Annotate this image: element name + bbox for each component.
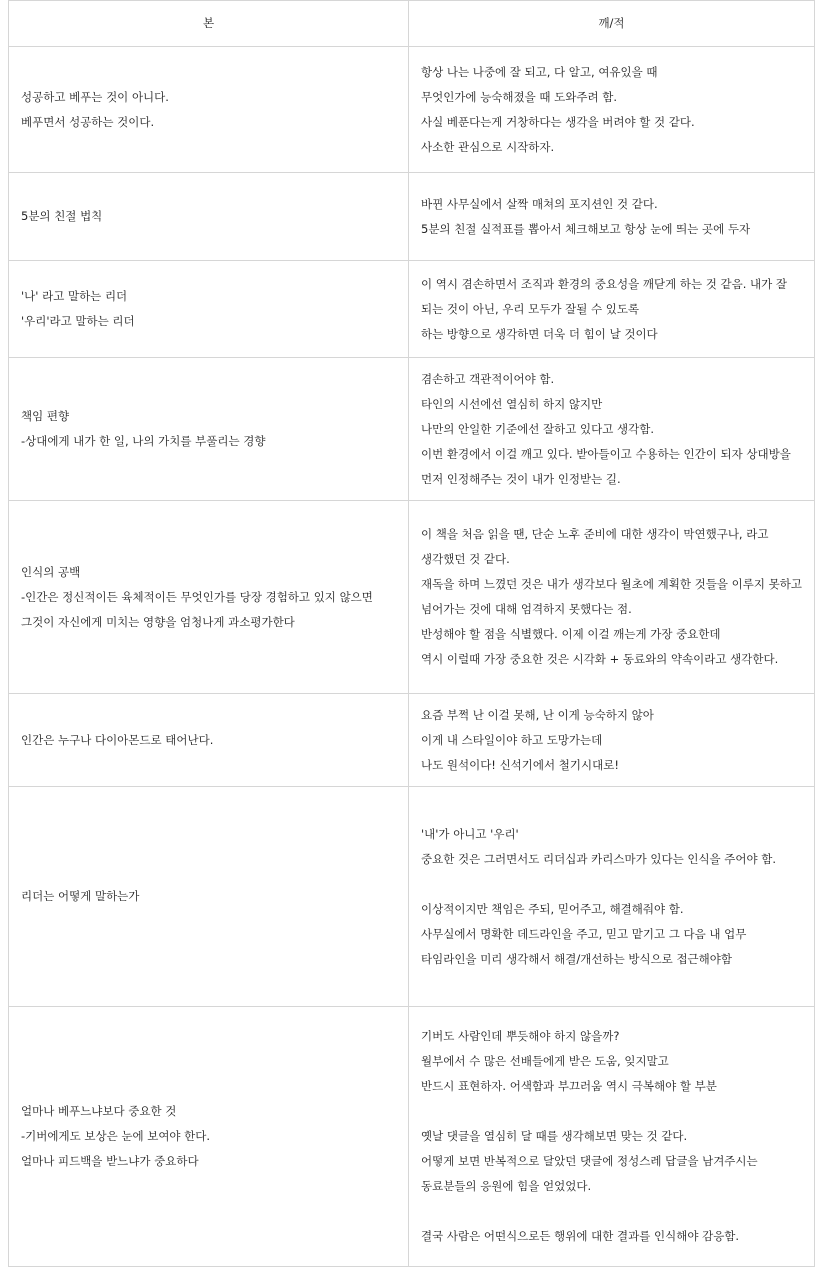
source-text: 5분의 친절 법칙	[21, 209, 103, 223]
reflection-text: 이 책을 처음 읽을 땐, 단순 노후 준비에 대한 생각이 막연했구나, 라고 생각했던 것 같다. 재독을 하며 느꼈던 것은 내가 생각보다 월초에 계획한 것들을 이루지 못하고 넘어가는 것에 대해 엄격하지 못했다는 점. 반성해야 할 점을 식별했다. 이제 이걸 깨는게 가장 중요한데 역시 이럴때 가장 중요한 것은 시각화 + 동료와의 약속이라고 생각한다.	[421, 527, 802, 666]
table-row	[9, 501, 815, 694]
source-cell	[9, 358, 409, 501]
column-header-source: 본	[9, 1, 409, 47]
reflection-cell	[409, 501, 815, 694]
table-row	[9, 47, 815, 173]
reflection-text: 바뀐 사무실에서 살짝 매쳐의 포지션인 것 같다. 5분의 친절 실적표를 뽑아서 체크해보고 항상 눈에 띄는 곳에 두자	[421, 196, 751, 236]
source-cell	[9, 47, 409, 173]
source-cell	[9, 261, 409, 358]
reflection-text: 이 역시 겸손하면서 조직과 환경의 중요성을 깨닫게 하는 것 같음. 내가 잘 되는 것이 아닌, 우리 모두가 잘될 수 있도록 하는 방향으로 생각하면 더욱 더 힘이 날 것이다	[421, 276, 788, 341]
source-cell	[9, 694, 409, 787]
reflection-cell	[409, 1007, 815, 1267]
table-row	[9, 261, 815, 358]
source-text: 인식의 공백 -인간은 정신적이든 육체적이든 무엇인가를 당장 경험하고 있지 않으면 그것이 자신에게 미치는 영향을 엄청나게 과소평가한다	[21, 564, 373, 629]
source-cell	[9, 173, 409, 261]
source-text: 책임 편향 -상대에게 내가 한 일, 나의 가치를 부풀리는 경향	[21, 409, 266, 448]
reflection-cell	[409, 173, 815, 261]
reflection-cell	[409, 47, 815, 173]
table-row	[9, 173, 815, 261]
source-text: 성공하고 베푸는 것이 아니다. 베푸면서 성공하는 것이다.	[21, 89, 169, 129]
source-text: '나' 라고 말하는 리더 '우리'라고 말하는 리더	[21, 289, 135, 328]
column-header-reflection: 깨/적	[409, 1, 815, 47]
source-cell	[9, 1007, 409, 1267]
reflection-cell	[409, 261, 815, 358]
table-row	[9, 694, 815, 787]
table-row	[9, 358, 815, 501]
reflection-cell	[409, 358, 815, 501]
reflection-cell	[409, 694, 815, 787]
source-text: 얼마나 베푸느냐보다 중요한 것 -기버에게도 보상은 눈에 보여야 한다. 얼마나 피드백을 받느냐가 중요하다	[21, 1104, 211, 1168]
reflection-cell	[409, 787, 815, 1007]
source-text: 리더는 어떻게 말하는가	[21, 889, 140, 903]
reflection-text: 겸손하고 객관적이어야 함. 타인의 시선에선 열심히 하지 않지만 나만의 안일한 기준에선 잘하고 있다고 생각함. 이번 환경에서 이걸 깨고 있다. 받아들이고 수용하는 인간이 되자 상대방을 먼저 인정해주는 것이 내가 인정받는 길.	[421, 371, 791, 486]
reflection-text: 요즘 부쩍 난 이걸 못해, 난 이게 능숙하지 않아 이게 내 스타일이야 하고 도망가는데 나도 원석이다! 신석기에서 철기시대로!	[421, 707, 654, 772]
reflection-text: 기버도 사람인데 뿌듯해야 하지 않을까? 월부에서 수 많은 선배들에게 받은 도움, 잊지말고 반드시 표현하자. 어색함과 부끄러움 역시 극복해야 할 부분 옛날 댓글을 열심히 달 때를 생각해보면 맞는 것 같다. 어떻게 보면 반복적으로 달았던 댓글에 정성스레 답글을 남겨주시는 동료분들의 응원에 힘을 얻었었다. 결국 사람은 어떤식으로든 행위에 대한 결과를 인식해야 감응함.	[421, 1029, 758, 1243]
source-text: 인간은 누구나 다이아몬드로 태어난다.	[21, 732, 214, 747]
notes-table	[8, 0, 815, 1267]
reflection-text: 항상 나는 나중에 잘 되고, 다 알고, 여유있을 때 무엇인가에 능숙해졌을 때 도와주려 함. 사실 베푼다는게 거창하다는 생각을 버려야 할 것 같다. 사소한 관심으로 시작하자.	[421, 64, 695, 154]
table-row	[9, 1007, 815, 1267]
source-cell	[9, 787, 409, 1007]
source-cell	[9, 501, 409, 694]
table-row	[9, 787, 815, 1007]
table-header-row	[9, 1, 815, 47]
reflection-text: '내'가 아니고 '우리' 중요한 것은 그러면서도 리더십과 카리스마가 있다는 인식을 주어야 함. 이상적이지만 책임은 주되, 믿어주고, 해결해줘야 함. 사무실에서 명확한 데드라인을 주고, 믿고 맡기고 그 다음 내 업무 타임라인을 미리 생각해서 해결/개선하는 방식으로 접근해야함	[421, 826, 777, 966]
